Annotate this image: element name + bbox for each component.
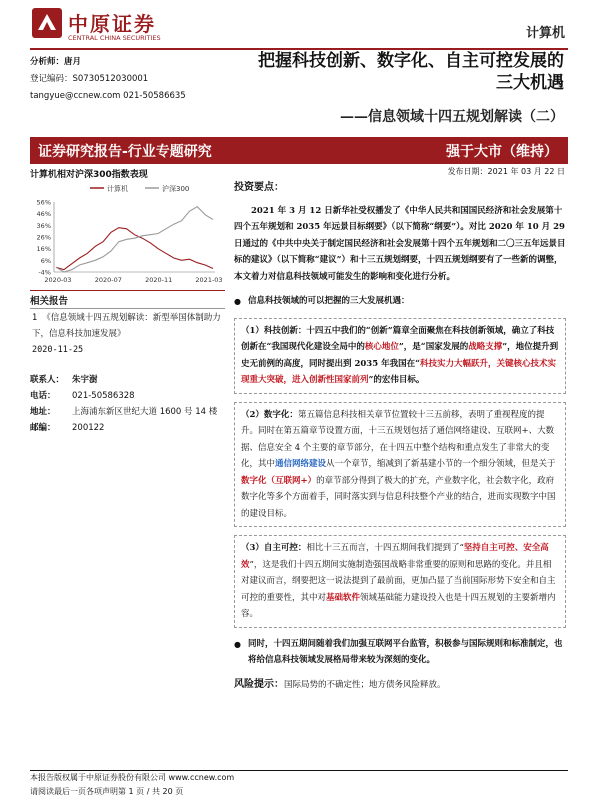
contact-person-row bbox=[30, 372, 225, 388]
x-tick-label: 2020-07 bbox=[94, 276, 122, 284]
contact-postcode-row bbox=[30, 420, 225, 436]
x-tick-label: 2020-11 bbox=[145, 276, 173, 284]
goal-highlight: 科技实力大幅跃升，关键核心技术实现重大突破，进入创新性国家前列 bbox=[241, 358, 556, 385]
related-heading: 相关报告 bbox=[30, 296, 69, 307]
contact-postcode-value: 200122 bbox=[72, 423, 105, 433]
logo-chinese-name: 中原证券 bbox=[68, 12, 156, 36]
logo-mark-icon bbox=[32, 8, 62, 38]
sector-label: 计算机 bbox=[525, 26, 565, 41]
contact-person-value: 朱宇澍 bbox=[72, 375, 98, 385]
report-title bbox=[230, 50, 564, 94]
y-tick-label: 56% bbox=[36, 198, 51, 207]
tech-innovation-text bbox=[241, 323, 559, 389]
contact-address-key: 地址： bbox=[30, 407, 56, 417]
contact-postcode-key: 邮编： bbox=[30, 423, 56, 433]
contact-address-row bbox=[30, 404, 225, 420]
opportunity-tech-innovation bbox=[234, 318, 566, 394]
investment-heading: 投资要点： bbox=[234, 182, 284, 193]
analyst-info bbox=[30, 54, 220, 105]
report-type: 证券研究报告-行业专题研究 bbox=[38, 144, 212, 160]
related-report-title[interactable]: 1 《信息领域十四五规划解读：新型举国体制助力下，信息科技加速发展》 bbox=[32, 313, 221, 339]
strategic-support-highlight: 战略支撑 bbox=[468, 342, 503, 352]
digitalization-label: 数字化： bbox=[263, 409, 298, 420]
self-control-part-d: 领域基础能力建设投入也是十四五规划的主要新增内容。 bbox=[241, 592, 556, 619]
opportunity-self-control bbox=[234, 535, 566, 628]
self-control-part-c: ”，这是我们十四五期间实施制造强国战略非常重要的原则和思路的变化。并且相对建议而言，纲要把这一说法提到了最前面，更加凸显了当前国际形势下安全和自主可控的重要性，其中对 bbox=[241, 559, 556, 603]
tech-innovation-part-a: （1）科技创新：十四五中我们的“创新”篇章全面聚焦在科技创新领域，确立了科技创新在“我国现代化建设全局中的 bbox=[241, 325, 555, 352]
contact-info bbox=[30, 372, 225, 436]
self-control-text bbox=[241, 540, 559, 623]
related-divider bbox=[30, 308, 225, 309]
y-tick-label: 46% bbox=[36, 210, 51, 219]
digitalization-text bbox=[241, 407, 559, 523]
digitalization-part-d: 的章节部分得到了极大的扩充，产业数字化，社会数字化，政府数字化等多个方面着手，同时落实到与信息科技整个产业的结合，进而实现数字中国的建设目标。 bbox=[241, 475, 556, 519]
series-line-csi300 bbox=[56, 207, 213, 272]
y-tick-label: -4% bbox=[38, 268, 51, 277]
self-control-highlight: 坚持自主可控、安全高效 bbox=[241, 543, 549, 570]
analyst-contact[interactable]: tangyue@ccnew.com 021-50586635 bbox=[30, 91, 186, 101]
self-control-number: （3） bbox=[241, 543, 264, 553]
related-report[interactable] bbox=[32, 310, 227, 358]
footer-page-info: 请阅读最后一页各项声明第 1 页 / 共 20 页 bbox=[30, 787, 184, 796]
footer-divider bbox=[30, 770, 568, 771]
footer-copyright: 本报告版权属于中原证券股份有限公司 www.ccnew.com bbox=[30, 773, 235, 782]
bullet-platform-regulation: ● 同时，十四五期间随着我们加强互联网平台监管，积极参与国际规则和标准制定，也将给信息科技领域发展格局带来较为深刻的变化。 bbox=[234, 636, 566, 669]
risk-warning bbox=[234, 677, 566, 694]
x-tick-label: 2021-03 bbox=[195, 276, 223, 284]
chart-divider bbox=[30, 290, 225, 291]
legend-label: 沪深300 bbox=[162, 185, 190, 193]
self-control-label: 自主可控： bbox=[263, 543, 307, 553]
performance-chart bbox=[30, 180, 225, 290]
report-banner bbox=[30, 137, 568, 164]
core-position-highlight: 核心地位 bbox=[364, 342, 399, 352]
company-logo bbox=[32, 8, 182, 44]
contact-phone-key: 电话： bbox=[30, 391, 56, 401]
analyst-reg: 登记编码：S0730512030001 bbox=[30, 74, 149, 84]
risk-text: 国际局势的不确定性；地方债务风险释放。 bbox=[284, 679, 446, 690]
report-subtitle: ——信息领域十四五规划解读（二） bbox=[340, 109, 564, 125]
tech-innovation-part-b: ”，是“国家发展的 bbox=[398, 342, 469, 352]
risk-label: 风险提示： bbox=[234, 678, 284, 690]
self-control-part-b: 相比十三五而言，十四五期间我们提到了“ bbox=[306, 543, 464, 553]
title-line-2: 三大机遇 bbox=[496, 73, 564, 93]
network-construction-highlight: 通信网络建设 bbox=[275, 459, 327, 469]
related-report-date: 2020-11-25 bbox=[32, 345, 84, 355]
series-line-computer bbox=[56, 228, 213, 270]
contact-phone-value: 021-50586328 bbox=[72, 391, 135, 401]
x-tick-label: 2020-03 bbox=[44, 276, 72, 284]
basic-software-highlight: 基础软件 bbox=[326, 592, 361, 603]
bullet-opportunities: ● 信息科技领域的可以把握的三大发展机遇： bbox=[234, 293, 566, 310]
analyst-name: 分析师：唐月 bbox=[30, 57, 82, 67]
contact-person-key: 联系人： bbox=[30, 375, 65, 385]
tech-innovation-part-d: ”的宏伟目标。 bbox=[368, 375, 425, 385]
digitalization-number: （2） bbox=[241, 409, 264, 420]
digitalization-part-b: 第五篇信息科技相关章节位置较十三五前移，表明了重视程度的提升。同时在第五篇章节设置方面，十三五规划包括了通信网络建设、互联网+、大数据、信息安全 4 个主要的章节部分，在十四五中整个结构和重点发生了非常大的变化，其中 bbox=[241, 409, 555, 469]
contact-address-value: 上海浦东新区世纪大道 1600 号 14 楼 bbox=[72, 407, 218, 417]
digitalization-part-c: 从一个章节，缩减到了新基建小节的一个细分领域，但是关于 bbox=[326, 459, 556, 469]
contact-phone-row bbox=[30, 388, 225, 404]
rating: 强于大市（维持） bbox=[446, 144, 558, 160]
y-tick-label: 16% bbox=[36, 245, 51, 254]
y-tick-label: 36% bbox=[36, 221, 51, 230]
digitalization-highlight: 数字化（互联网+） bbox=[241, 475, 317, 486]
intro-paragraph: 2021 年 3 月 12 日新华社受权播发了《中华人民共和国国民经济和社会发展第十四个五年规划和 2035 年远景目标纲要》（以下简称“纲要”）。对比 2020 年 10 月 29 日通过的《中共中央关于制定国民经济和社会发展第十四个五年规划和二〇三五年远景目标的建议》（以下简称“建议”）和十三五规划纲要，十四五规划纲要有了一些新的调整，本文着力对信息科技领域可能发生的影响和变化进行分析。 bbox=[234, 205, 566, 282]
main-content bbox=[234, 180, 566, 693]
y-tick-label: 6% bbox=[40, 256, 51, 265]
publish-date: 发布日期：2021 年 03 月 22 日 bbox=[447, 167, 565, 176]
tech-innovation-part-c: ”，地位提升到史无前例的高度，同时提出到 2035 年我国在“ bbox=[241, 342, 559, 369]
title-line-1: 把握科技创新、数字化、自主可控发展的 bbox=[258, 51, 564, 71]
y-tick-label: 26% bbox=[36, 233, 51, 242]
chart-title: 计算机相对沪深300指数表现 bbox=[30, 170, 148, 180]
logo-english-name: CENTRAL CHINA SECURITIES bbox=[68, 34, 161, 42]
opportunity-digitalization bbox=[234, 402, 566, 528]
legend-label: 计算机 bbox=[107, 185, 128, 193]
